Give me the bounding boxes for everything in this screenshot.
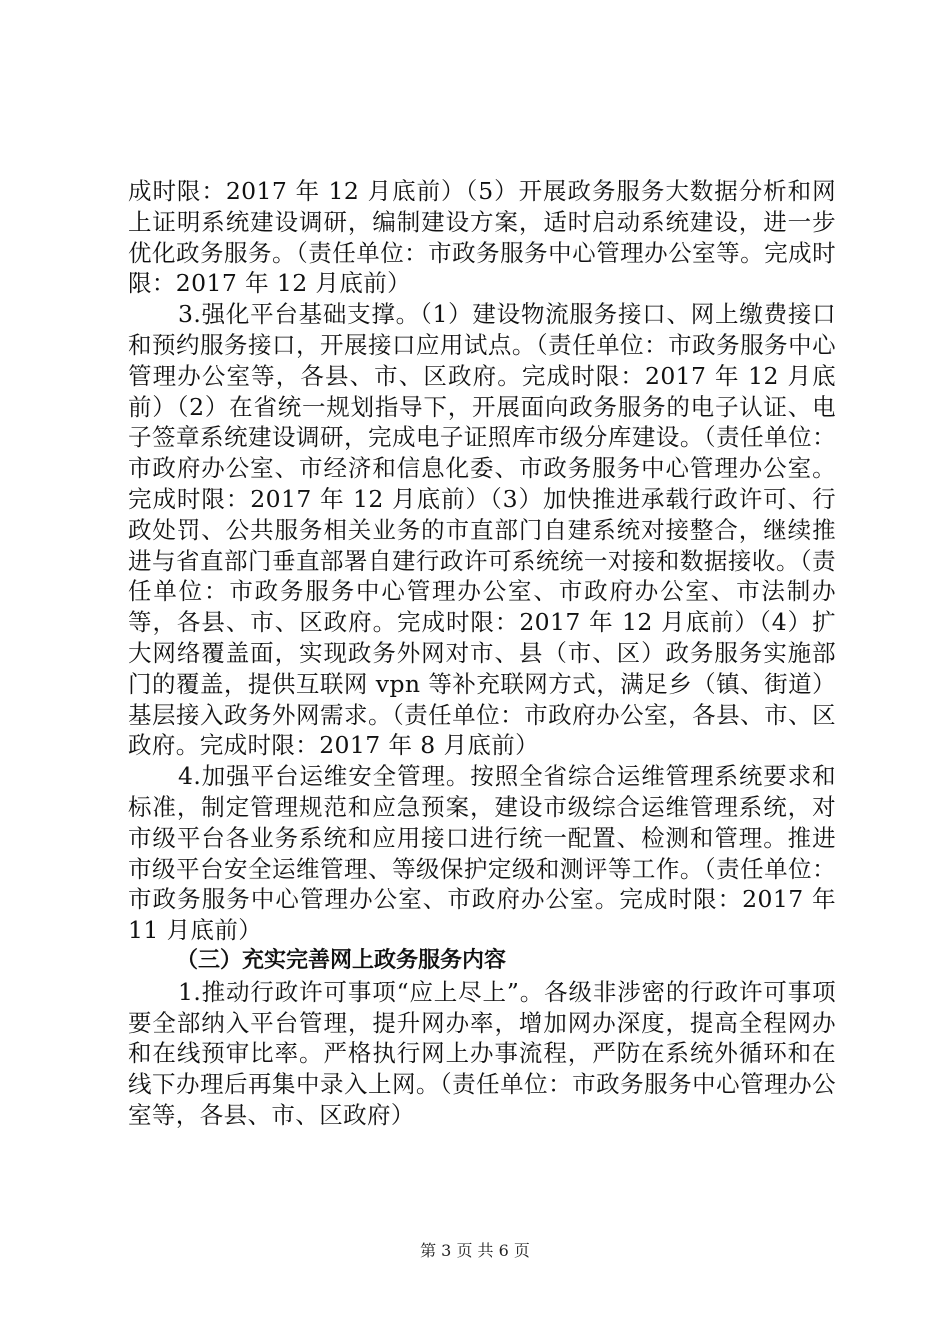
paragraph-item-4-ops-security: 4.加强平台运维安全管理。按照全省综合运维管理系统要求和标准，制定管理规范和应急预案，建设市级综合运维管理系统，对市级平台各业务系统和应用接口进行统一配置、检测和管理。推进市级平台安全运维管理、等级保护定级和测评等工作。（责任单位：市政务服务中心管理办公室、市政府办公室。完成时限：2017 年 11 月底前） <box>128 762 836 945</box>
section-heading: （三）充实完善网上政务服务内容 <box>176 947 507 973</box>
paragraph-item-3-platform-support: 3.强化平台基础支撑。（1）建设物流服务接口、网上缴费接口和预约服务接口，开展接口应用试点。（责任单位：市政务服务中心管理办公室等，各县、市、区政府。完成时限：2017 年 12 月底前）（2）在省统一规划指导下，开展面向政务服务的电子认证、电子签章系统建设调研，完成电子证照库市级分库建设。（责任单位：市政府办公室、市经济和信息化委、市政务服务中心管理办公室。完成时限：2017 年 12 月底前）（3）加快推进承载行政许可、行政处罚、公共服务相关业务的市直部门自建系统对接整合，继续推进与省直部门垂直部署自建行政许可系统统一对接和数据接收。（责任单位：市政务服务中心管理办公室、市政府办公室、市法制办等，各县、市、区政府。完成时限：2017 年 12 月底前）（4）扩大网络覆盖面，实现政务外网对市、县（市、区）政务服务实施部门的覆盖，提供互联网 vpn 等补充联网方式，满足乡（镇、街道）基层接入政务外网需求。（责任单位：市政府办公室，各县、市、区政府。完成时限：2017 年 8 月底前） <box>128 300 836 760</box>
document-body <box>128 176 836 1131</box>
page-number-footer: 第 3 页 共 6 页 <box>420 1241 530 1260</box>
paragraph-continuation: 成时限：2017 年 12 月底前）（5）开展政务服务大数据分析和网上证明系统建设调研，编制建设方案，适时启动系统建设，进一步优化政务服务。（责任单位：市政务服务中心管理办公室等。完成时限：2017 年 12 月底前） <box>128 177 836 298</box>
paragraph-section3-item-1: 1.推动行政许可事项“应上尽上”。各级非涉密的行政许可事项要全部纳入平台管理，提升网办率，增加网办深度，提高全程网办和在线预审比率。严格执行网上办事流程，严防在系统外循环和在线下办理后再集中录入上网。（责任单位：市政务服务中心管理办公室等，各县、市、区政府） <box>128 977 836 1129</box>
